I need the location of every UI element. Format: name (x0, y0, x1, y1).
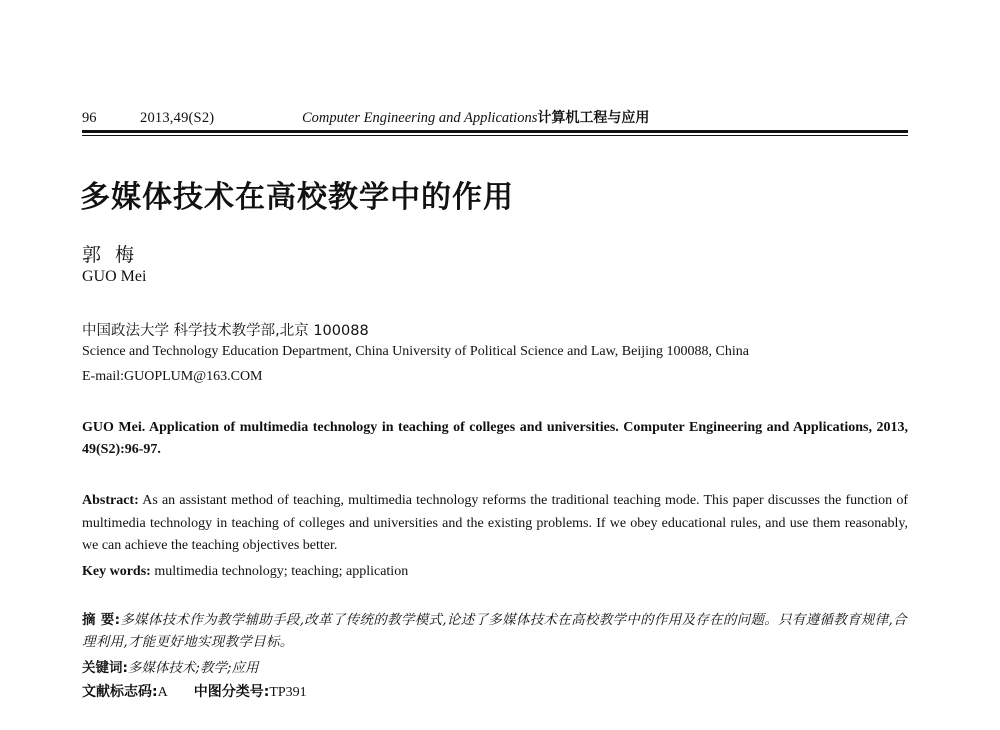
journal-name-cn: 计算机工程与应用 (537, 110, 650, 126)
keywords-en-label: Key words: (82, 564, 151, 579)
doc-code-label: 文献标志码: (82, 684, 158, 700)
keywords-en-text: multimedia technology; teaching; application (154, 564, 409, 579)
author-name-cn: 郭梅 (82, 244, 149, 266)
author-name-en: GUO Mei (82, 268, 147, 285)
abstract-en (82, 490, 908, 558)
keywords-cn-label: 关键词: (82, 660, 128, 676)
keywords-cn-text: 多媒体技术;教学;应用 (127, 660, 259, 676)
abstract-cn-text: 多媒体技术作为教学辅助手段,改革了传统的教学模式,论述了多媒体技术在高校教学中的作用及存在的问题。只有遵循教育规律,合理利用,才能更好地实现教学目标。 (82, 612, 907, 650)
header-rule-thick (82, 130, 908, 133)
classification-line (82, 681, 307, 701)
abstract-en-text: As an assistant method of teaching, multimedia technology reforms the traditional teaching mode. This paper discusses the function of multimedia technology in teaching of colleges and universities and the existing problems. If we obey educational rules, and use them reasonably, we can achieve the teaching objectives better. (82, 493, 908, 553)
author-email: E-mail:GUOPLUM@163.COM (82, 369, 263, 384)
citation: GUO Mei. Application of multimedia technology in teaching of colleges and universities. Computer Engineering and Applications, 2013, 49(S2):96-97. (82, 420, 908, 457)
keywords-cn (82, 656, 259, 676)
abstract-cn (82, 609, 908, 653)
abstract-en-label: Abstract: (82, 493, 139, 508)
volume-issue: 2013,49(S2) (140, 110, 215, 126)
paper-title: 多媒体技术在高校教学中的作用 (80, 180, 514, 215)
running-header (82, 108, 908, 130)
journal-name (302, 108, 649, 128)
clc-value: TP391 (269, 685, 307, 700)
page-number: 96 (82, 110, 97, 126)
doc-code-value: A (157, 685, 168, 700)
keywords-en (82, 564, 408, 580)
affiliation-en: Science and Technology Education Department, China University of Political Science and Law, Beijing 100088, China (82, 344, 749, 359)
header-rule-thin (82, 135, 908, 136)
affiliation-cn: 中国政法大学 科学技术教学部,北京 100088 (82, 323, 369, 339)
abstract-cn-label: 摘 要: (82, 612, 121, 628)
clc-label: 中图分类号: (193, 684, 270, 700)
journal-name-en: Computer Engineering and Applications (302, 110, 538, 126)
